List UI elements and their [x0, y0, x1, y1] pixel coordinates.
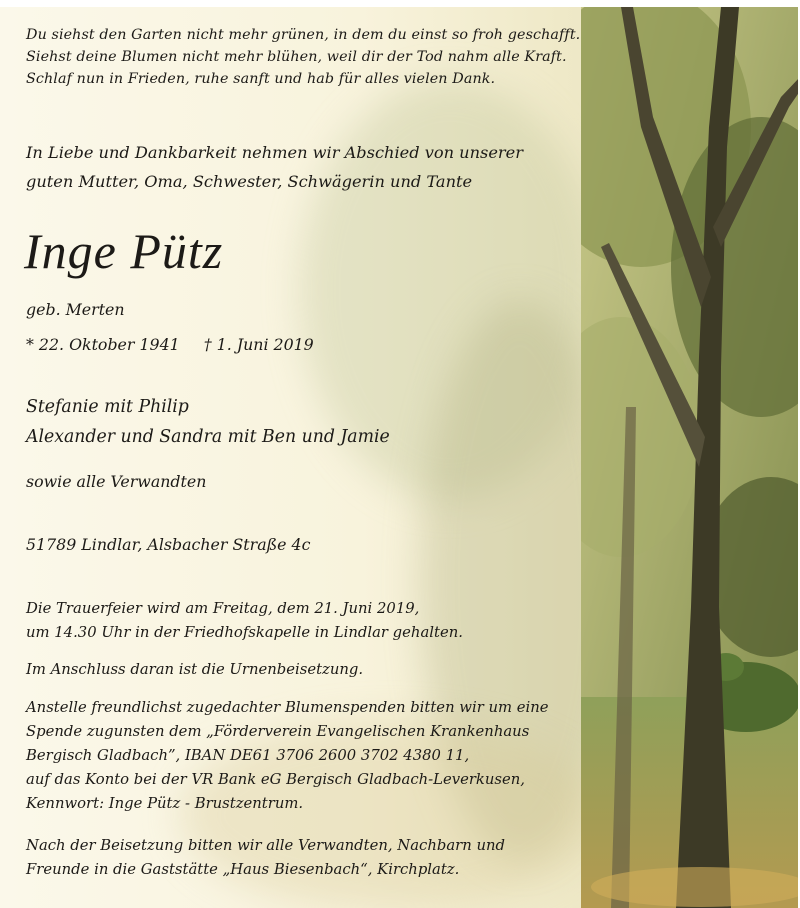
poem: [26, 24, 580, 90]
intro-line: guten Mutter, Oma, Schwester, Schwägerin und Tante: [26, 172, 473, 191]
donation-line: auf das Konto bei der VR Bank eG Bergisch Gladbach-Leverkusen,: [26, 771, 525, 788]
donation-line: Spende zugunsten dem „Förderverein Evangelischen Krankenhaus: [26, 723, 530, 740]
poem-line: Siehst deine Blumen nicht mehr blühen, weil dir der Tod nahm alle Kraft.: [26, 49, 567, 65]
family-list: [26, 392, 390, 452]
birth-date: * 22. Oktober 1941: [26, 335, 180, 354]
donation-line: Bergisch Gladbach”, IBAN DE61 3706 2600 3702 4380 11,: [26, 747, 470, 764]
top-border: [0, 0, 800, 7]
address: 51789 Lindlar, Alsbacher Straße 4c: [26, 535, 311, 554]
birth-name: geb. Merten: [26, 300, 125, 319]
tree-illustration: [581, 7, 800, 908]
donation-line: Anstelle freundlichst zugedachter Blumenspenden bitten wir um eine: [26, 699, 549, 716]
service-line: um 14.30 Uhr in der Friedhofskapelle in Lindlar gehalten.: [26, 624, 463, 641]
poem-line: Du siehst den Garten nicht mehr grünen, in dem du einst so froh geschafft.: [26, 27, 581, 43]
death-date: † 1. Juni 2019: [203, 335, 314, 354]
family-line: Alexander und Sandra mit Ben und Jamie: [26, 427, 390, 447]
intro-text: [26, 138, 523, 196]
gathering-line: Freunde in die Gaststätte „Haus Biesenbach“, Kirchplatz.: [26, 861, 460, 878]
service-info: [26, 597, 463, 645]
donation-line: Kennwort: Inge Pütz - Brustzentrum.: [26, 795, 304, 812]
service-line: Die Trauerfeier wird am Freitag, dem 21. Juni 2019,: [26, 600, 420, 617]
tree-photo: [581, 7, 800, 908]
poem-line: Schlaf nun in Frieden, ruhe sanft und hab für alles vielen Dank.: [26, 71, 496, 87]
life-dates: [26, 334, 314, 356]
relatives: sowie alle Verwandten: [26, 472, 207, 491]
deceased-name: Inge Pütz: [24, 223, 224, 279]
gathering-line: Nach der Beisetzung bitten wir alle Verwandten, Nachbarn und: [26, 837, 505, 854]
donation-info: [26, 696, 549, 816]
burial-info: Im Anschluss daran ist die Urnenbeisetzung.: [26, 661, 364, 678]
family-line: Stefanie mit Philip: [26, 397, 189, 417]
intro-line: In Liebe und Dankbarkeit nehmen wir Abschied von unserer: [26, 143, 523, 162]
gathering-info: [26, 834, 505, 882]
